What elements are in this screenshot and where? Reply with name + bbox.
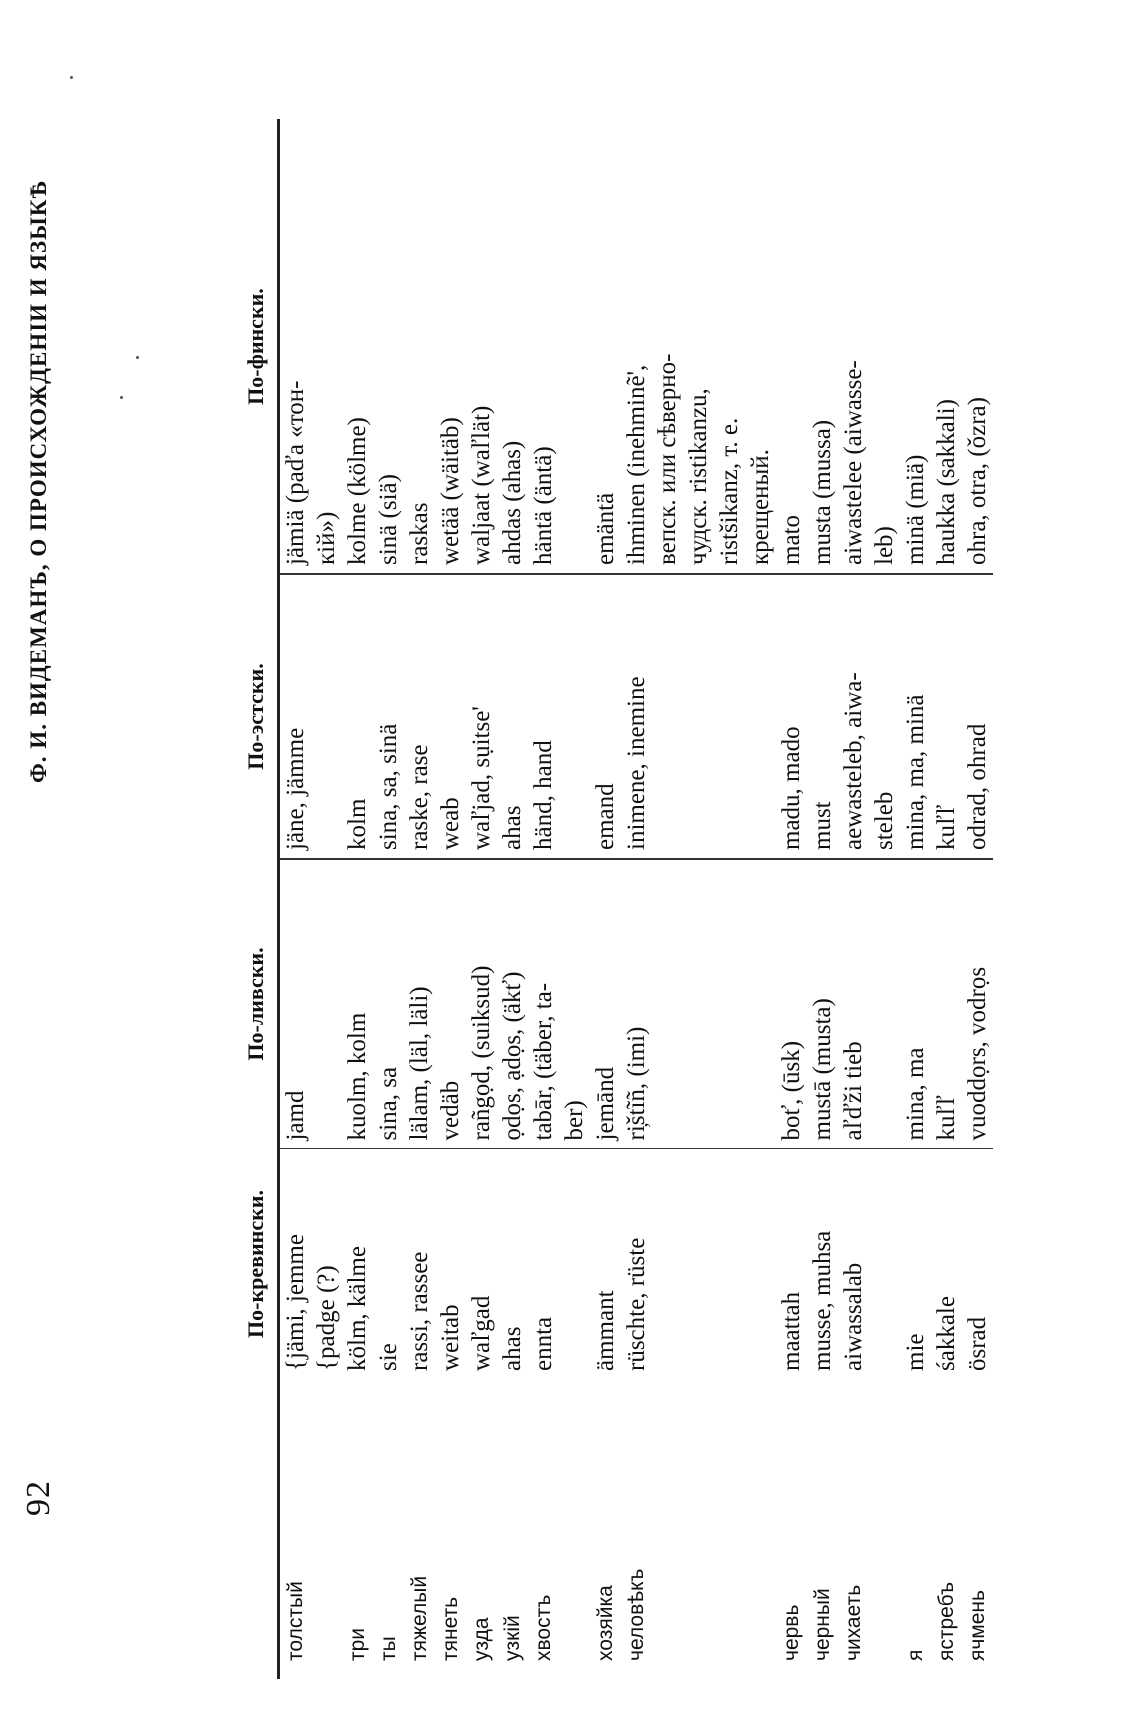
table-row: [404, 119, 435, 1679]
cell-russian: тяжелый: [408, 1575, 431, 1661]
cell-finnish: jämiä (paďa «тон- кій»): [279, 119, 343, 574]
cell-finnish: wetää (wäitäb): [435, 119, 466, 574]
cell-russian: черный: [811, 1588, 834, 1661]
cell-russian: ячмень: [966, 1590, 989, 1661]
cell-livonian: rañgọd, (suiksud): [466, 859, 497, 1149]
cell-livonian: vuoddọrs, vodrọs: [962, 859, 993, 1149]
cell-kreviny: mie: [902, 1333, 929, 1371]
cell-russian: хозяйка: [594, 1585, 617, 1661]
table-row: [435, 119, 466, 1679]
cell-finnish: waljaat (waľlät): [466, 119, 497, 574]
cell-russian: чихаеть: [842, 1584, 865, 1661]
col-head-kreviny: По-кревински.: [243, 1190, 268, 1338]
cell-livonian: jemānd: [590, 859, 621, 1149]
cell-livonian: kuolm, kolm: [342, 859, 373, 1149]
cell-estonian: weab: [435, 574, 466, 859]
cell-kreviny: ahas: [499, 1326, 526, 1371]
cell-estonian: mina, ma, minä: [900, 574, 931, 859]
cell-livonian: lälam, (läl, läli): [404, 859, 435, 1149]
speck: [120, 396, 123, 399]
cell-finnish: kolme (kölme): [342, 119, 373, 574]
column-headers: [236, 119, 279, 1679]
cell-finnish: ohra, otra, (ǒzra): [962, 119, 993, 574]
cell-estonian: jäne, jämme: [279, 574, 343, 859]
table-row: [528, 119, 590, 1679]
cell-kreviny: rassi, rassee: [406, 1251, 433, 1371]
cell-estonian: händ, hand: [528, 574, 590, 859]
table-row: [590, 119, 621, 1679]
cell-kreviny: kölm, kälme: [344, 1246, 371, 1371]
table-row: [838, 119, 900, 1679]
cell-finnish: minä (miä): [900, 119, 931, 574]
table-row: [373, 119, 404, 1679]
table-row: [621, 119, 776, 1679]
table-row: [342, 119, 373, 1679]
table-row: [497, 119, 528, 1679]
cell-russian: хвостъ: [532, 1594, 555, 1661]
cell-finnish: emäntä: [590, 119, 621, 574]
running-title: Ф. И. ВИДЕМАНЪ, О ПРОИСХОЖДЕНІИ И ЯЗЫКѢ: [26, 180, 51, 783]
table-row: [776, 119, 807, 1679]
table-row: [466, 119, 497, 1679]
vocabulary-table: [236, 119, 993, 1679]
cell-russian: толстый: [284, 1581, 307, 1661]
speck: [136, 356, 139, 359]
cell-russian: я: [904, 1649, 927, 1661]
cell-russian: три: [346, 1627, 369, 1661]
cell-livonian: mina, ma: [900, 859, 931, 1149]
cell-kreviny: maattah: [778, 1291, 805, 1371]
cell-russian: узкій: [501, 1615, 524, 1661]
col-head-estonian: По-эстски.: [243, 663, 268, 770]
cell-estonian: inimene, inemine: [621, 574, 776, 859]
col-head-finnish: По-фински.: [243, 288, 268, 405]
page-number: 92: [20, 1480, 57, 1516]
cell-russian: ты: [377, 1636, 400, 1661]
cell-estonian: waľjad, sụitse': [466, 574, 497, 859]
table-row: [931, 119, 962, 1679]
cell-estonian: madu, mado: [776, 574, 807, 859]
speck: [70, 76, 73, 79]
cell-livonian: sina, sa: [373, 859, 404, 1149]
cell-livonian: kuľľ: [931, 859, 962, 1149]
cell-finnish: haukka (sakkali): [931, 119, 962, 574]
cell-kreviny: ämmant: [592, 1290, 619, 1371]
page-header: [20, 0, 60, 1729]
cell-livonian: aľďži tieb: [838, 859, 900, 1149]
cell-russian: тянеть: [439, 1596, 462, 1661]
cell-finnish: aiwastelee (aiwasse- leb): [838, 119, 900, 574]
cell-livonian: boť, (ūsk): [776, 859, 807, 1149]
cell-finnish: musta (mussa): [807, 119, 838, 574]
cell-kreviny: waľgad: [468, 1295, 495, 1371]
table-row: [807, 119, 838, 1679]
cell-estonian: emand: [590, 574, 621, 859]
cell-kreviny: ösrad: [964, 1316, 991, 1371]
cell-russian: узда: [470, 1617, 493, 1661]
cell-estonian: sina, sa, sinä: [373, 574, 404, 859]
cell-estonian: kolm: [342, 574, 373, 859]
col-head-russian: [236, 1379, 279, 1679]
cell-russian: ястребъ: [935, 1581, 958, 1661]
cell-livonian: vedäb: [435, 859, 466, 1149]
cell-estonian: odrad, ohrad: [962, 574, 993, 859]
cell-finnish: mato: [776, 119, 807, 574]
cell-estonian: must: [807, 574, 838, 859]
cell-kreviny: aiwassalab: [840, 1262, 867, 1371]
cell-estonian: ahas: [497, 574, 528, 859]
cell-estonian: aewasteleb, aiwa- steleb: [838, 574, 900, 859]
cell-russian: червь: [780, 1604, 803, 1661]
cell-livonian: ọdọs, ạdọs, (äkť): [497, 859, 528, 1149]
table-row: [279, 119, 343, 1679]
cell-kreviny: weitab: [437, 1304, 464, 1371]
cell-kreviny: śakkale: [933, 1296, 960, 1371]
cell-finnish: ihminen (inehminẽ', вепск. или сѣверно- чудск. ristikanzu, ristšikanz, т. е. крещеный.: [621, 119, 776, 574]
cell-finnish: häntä (äntä): [528, 119, 590, 574]
table-row: [900, 119, 931, 1679]
cell-livonian: tabār, (täber, ta- ber): [528, 859, 590, 1149]
cell-finnish: sinä (siä): [373, 119, 404, 574]
table-row: [962, 119, 993, 1679]
col-head-livonian: По-ливски.: [243, 947, 268, 1061]
cell-estonian: kuľľ: [931, 574, 962, 859]
cell-kreviny: rüschte, rüste: [623, 1237, 650, 1371]
cell-finnish: raskas: [404, 119, 435, 574]
cell-kreviny: sie: [375, 1343, 402, 1371]
cell-finnish: ahdas (ahas): [497, 119, 528, 574]
cell-kreviny: ennta: [530, 1316, 557, 1371]
cell-livonian: ri̦štĩñ, (imi): [621, 859, 776, 1149]
cell-livonian: jamd: [279, 859, 343, 1149]
cell-livonian: mustā (musta): [807, 859, 838, 1149]
cell-kreviny: {jämi, jemme {padge (?): [282, 1234, 340, 1371]
cell-russian: человѣкъ: [625, 1568, 648, 1661]
cell-estonian: raske, rase: [404, 574, 435, 859]
cell-kreviny: musse, muhsa: [809, 1230, 836, 1371]
